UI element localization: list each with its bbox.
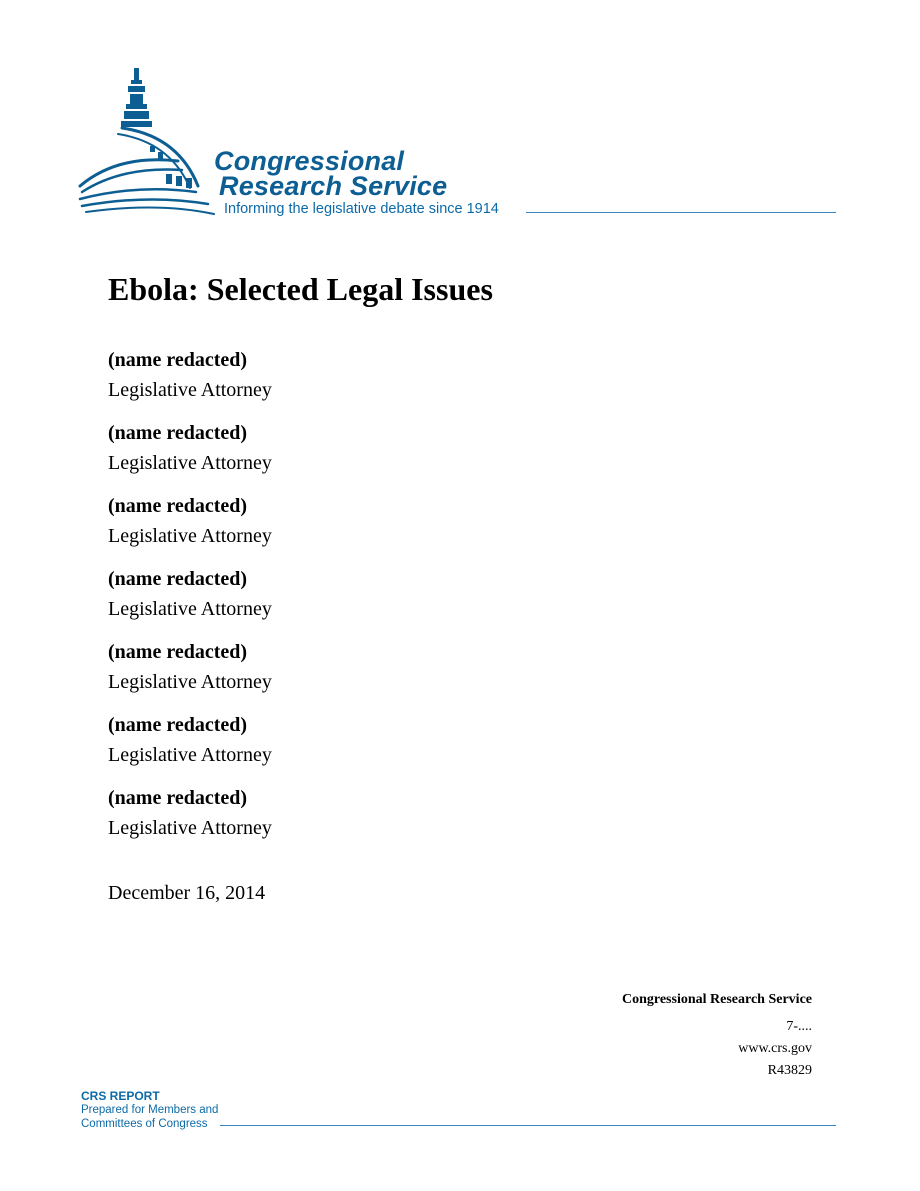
author-entry	[108, 346, 272, 405]
footer-label: CRS REPORT	[81, 1089, 160, 1103]
footer-line2: Committees of Congress	[81, 1118, 208, 1130]
footer-line1: Prepared for Members and	[81, 1104, 219, 1116]
author-entry	[108, 492, 272, 551]
author-name: (name redacted)	[108, 422, 248, 444]
author-entry	[108, 784, 272, 843]
author-title: Legislative Attorney	[108, 671, 272, 693]
meta-website: www.crs.gov	[738, 1041, 812, 1056]
author-name: (name redacted)	[108, 495, 248, 517]
logo-tagline: Informing the legislative debate since 1914	[224, 201, 499, 217]
crs-report-footer	[81, 1089, 218, 1131]
author-title: Legislative Attorney	[108, 598, 272, 620]
author-list	[108, 346, 272, 857]
meta-phone: 7-....	[786, 1019, 812, 1034]
author-name: (name redacted)	[108, 349, 248, 371]
author-entry	[108, 638, 272, 697]
author-name: (name redacted)	[108, 641, 248, 663]
author-title: Legislative Attorney	[108, 452, 272, 474]
capitol-dome-icon	[78, 66, 218, 216]
footer-rule	[220, 1125, 836, 1126]
author-entry	[108, 565, 272, 624]
author-title: Legislative Attorney	[108, 744, 272, 766]
document-title: Ebola: Selected Legal Issues	[108, 271, 493, 307]
author-name: (name redacted)	[108, 787, 248, 809]
document-date: December 16, 2014	[108, 882, 266, 904]
logo-rule	[526, 212, 836, 213]
logo-research-service-text: Research Service	[219, 171, 448, 201]
author-entry	[108, 711, 272, 770]
author-title: Legislative Attorney	[108, 379, 272, 401]
meta-report-number: R43829	[767, 1063, 812, 1078]
report-meta	[622, 990, 812, 1082]
author-title: Legislative Attorney	[108, 817, 272, 839]
author-name: (name redacted)	[108, 714, 248, 736]
logo-congressional-text: Congressional	[214, 146, 405, 176]
author-title: Legislative Attorney	[108, 525, 272, 547]
crs-logo	[78, 66, 838, 226]
author-entry	[108, 419, 272, 478]
meta-organization: Congressional Research Service	[621, 992, 812, 1007]
author-name: (name redacted)	[108, 568, 248, 590]
